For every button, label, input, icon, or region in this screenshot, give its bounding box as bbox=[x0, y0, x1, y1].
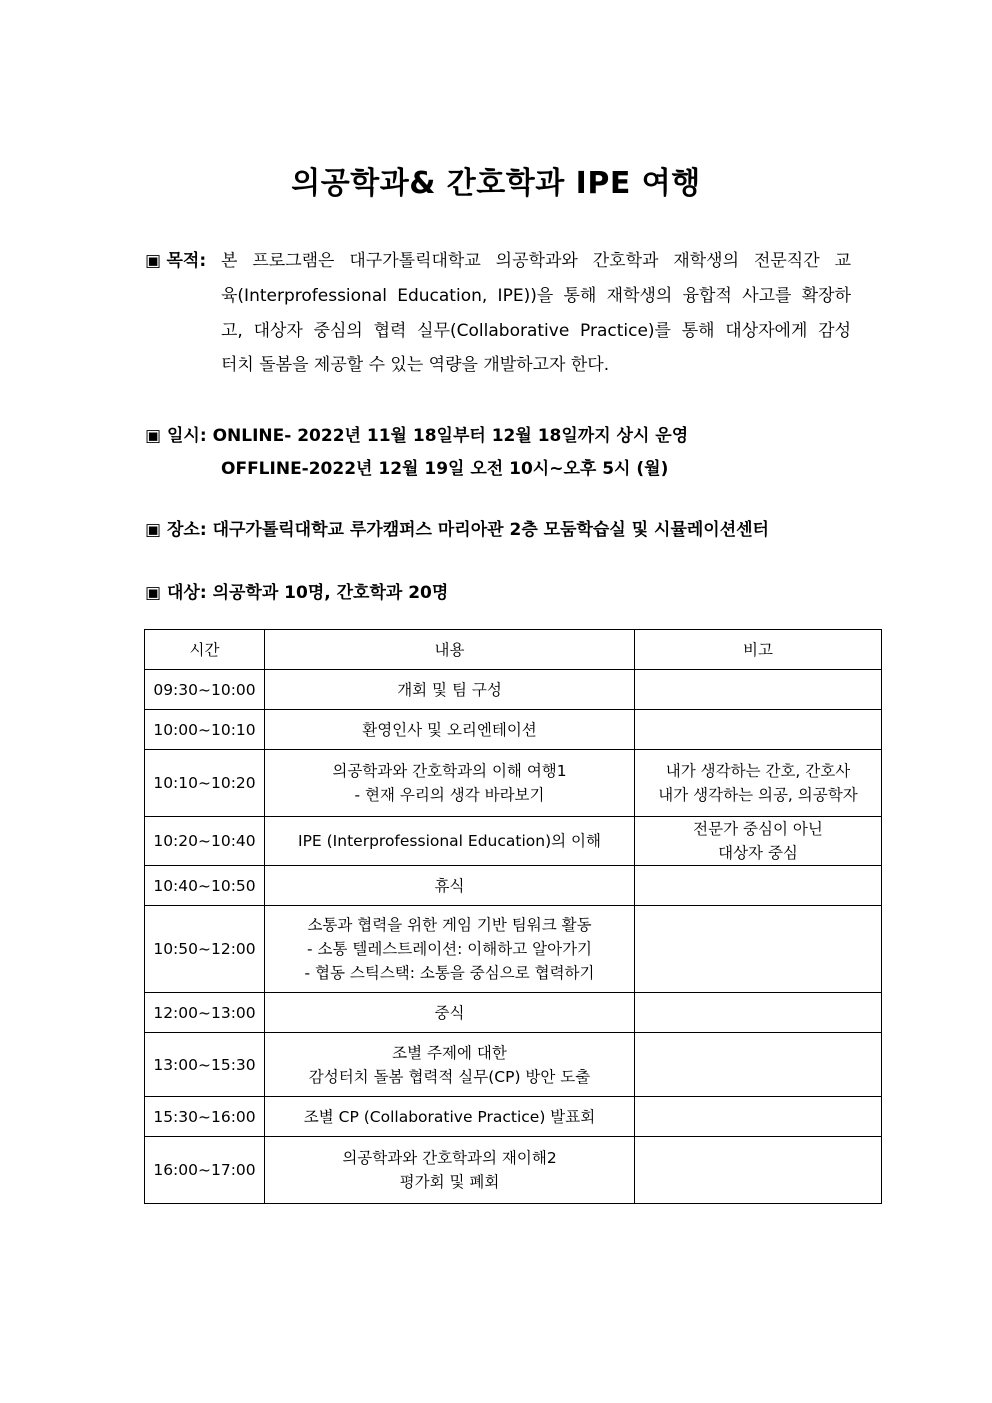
table-row bbox=[145, 750, 882, 817]
content-line: 중식 bbox=[434, 1003, 465, 1022]
place-label: 장소: bbox=[166, 520, 207, 540]
time-cell: 12:00~13:00 bbox=[145, 993, 265, 1033]
note-cell bbox=[635, 710, 882, 750]
content-cell bbox=[265, 1137, 635, 1204]
note-cell bbox=[635, 1097, 882, 1137]
schedule-marker: ▣ bbox=[145, 426, 162, 446]
content-line: 개회 및 팀 구성 bbox=[397, 680, 502, 699]
content-cell bbox=[265, 1097, 635, 1137]
content-cell bbox=[265, 710, 635, 750]
time-cell: 10:10~10:20 bbox=[145, 750, 265, 817]
content-line: - 소통 텔레스트레이션: 이해하고 알아가기 bbox=[306, 940, 593, 958]
document-title: 의공학과& 간호학과 IPE 여행 bbox=[291, 166, 701, 201]
time-cell: 13:00~15:30 bbox=[145, 1033, 265, 1097]
content-cell bbox=[265, 906, 635, 993]
note-cell bbox=[635, 1137, 882, 1204]
content-line: 환영인사 및 오리엔테이션 bbox=[362, 720, 537, 739]
purpose-marker: ▣ bbox=[145, 251, 162, 271]
schedule-offline: OFFLINE-2022년 12월 19일 오전 10시~오후 5시 (월) bbox=[221, 459, 669, 479]
time-cell: 10:50~12:00 bbox=[145, 906, 265, 993]
target-text: 의공학과 10명, 간호학과 20명 bbox=[212, 583, 449, 603]
time-cell: 15:30~16:00 bbox=[145, 1097, 265, 1137]
time-cell: 09:30~10:00 bbox=[145, 670, 265, 710]
note-cell bbox=[635, 866, 882, 906]
table-row bbox=[145, 866, 882, 906]
time-cell: 10:00~10:10 bbox=[145, 710, 265, 750]
target-section bbox=[145, 578, 448, 603]
content-line: 조별 CP (Collaborative Practice) 발표회 bbox=[303, 1107, 596, 1126]
content-line: 소통과 협력을 위한 게임 기반 팀워크 활동 bbox=[307, 916, 592, 934]
time-cell: 16:00~17:00 bbox=[145, 1137, 265, 1204]
table-row bbox=[145, 906, 882, 993]
purpose-line-4: 터치 돌봄을 제공할 수 있는 역량을 개발하고자 한다. bbox=[221, 355, 610, 375]
note-line: 전문가 중심이 아닌 bbox=[693, 820, 823, 838]
table-row bbox=[145, 817, 882, 866]
purpose-line-2: 육(Interprofessional Education, IPE))을 통해 재학생의 융합적 사고를 확장하 bbox=[221, 286, 851, 306]
purpose-line-1: 본 프로그램은 대구가톨릭대학교 의공학과와 간호학과 재학생의 전문직간 교 bbox=[221, 251, 851, 271]
note-line: 내가 생각하는 의공, 의공학자 bbox=[658, 786, 858, 804]
note-line: 내가 생각하는 간호, 간호사 bbox=[665, 762, 851, 780]
content-line: - 협동 스틱스택: 소통을 중심으로 협력하기 bbox=[304, 964, 595, 982]
place-text: 대구가톨릭대학교 루가캠퍼스 마리아관 2층 모둠학습실 및 시뮬레이션센터 bbox=[212, 520, 769, 540]
note-line: 대상자 중심 bbox=[718, 844, 798, 862]
purpose-line-3: 고, 대상자 중심의 협력 실무(Collaborative Practice)를 통해 대상자에게 감성 bbox=[221, 321, 851, 341]
place-section bbox=[145, 515, 769, 540]
content-cell bbox=[265, 993, 635, 1033]
note-cell bbox=[635, 670, 882, 710]
table-row bbox=[145, 1097, 882, 1137]
content-line: 휴식 bbox=[434, 876, 465, 895]
schedule-body bbox=[145, 670, 882, 1204]
content-cell bbox=[265, 866, 635, 906]
header-time: 시간 bbox=[145, 630, 265, 670]
content-line: 감성터치 돌봄 협력적 실무(CP) 방안 도출 bbox=[308, 1067, 591, 1086]
content-line: 의공학과와 간호학과의 이해 여행1 bbox=[332, 762, 567, 780]
content-line: 평가회 및 폐회 bbox=[399, 1173, 500, 1191]
schedule-label: 일시: bbox=[166, 426, 207, 446]
target-label: 대상: bbox=[166, 583, 207, 603]
note-cell bbox=[635, 1033, 882, 1097]
schedule-table bbox=[144, 629, 882, 1204]
note-cell bbox=[635, 906, 882, 993]
content-cell bbox=[265, 1033, 635, 1097]
time-cell: 10:20~10:40 bbox=[145, 817, 265, 866]
content-cell bbox=[265, 817, 635, 866]
time-cell: 10:40~10:50 bbox=[145, 866, 265, 906]
header-note: 비고 bbox=[635, 630, 882, 670]
note-cell bbox=[635, 993, 882, 1033]
target-marker: ▣ bbox=[145, 583, 162, 603]
table-row bbox=[145, 1033, 882, 1097]
note-cell bbox=[635, 817, 882, 866]
header-content: 내용 bbox=[265, 630, 635, 670]
place-marker: ▣ bbox=[145, 520, 162, 540]
table-header-row bbox=[145, 630, 882, 670]
content-cell bbox=[265, 670, 635, 710]
content-line: - 현재 우리의 생각 바라보기 bbox=[354, 786, 545, 804]
table-row bbox=[145, 710, 882, 750]
table-row bbox=[145, 670, 882, 710]
content-line: IPE (Interprofessional Education)의 이해 bbox=[298, 832, 601, 850]
note-cell bbox=[635, 750, 882, 817]
table-row bbox=[145, 1137, 882, 1204]
content-line: 조별 주제에 대한 bbox=[392, 1043, 507, 1062]
content-line: 의공학과와 간호학과의 재이해2 bbox=[342, 1149, 557, 1167]
table-row bbox=[145, 993, 882, 1033]
purpose-label: 목적: bbox=[166, 251, 207, 271]
schedule-online: ONLINE- 2022년 11월 18일부터 12월 18일까지 상시 운영 bbox=[212, 426, 689, 446]
content-cell bbox=[265, 750, 635, 817]
